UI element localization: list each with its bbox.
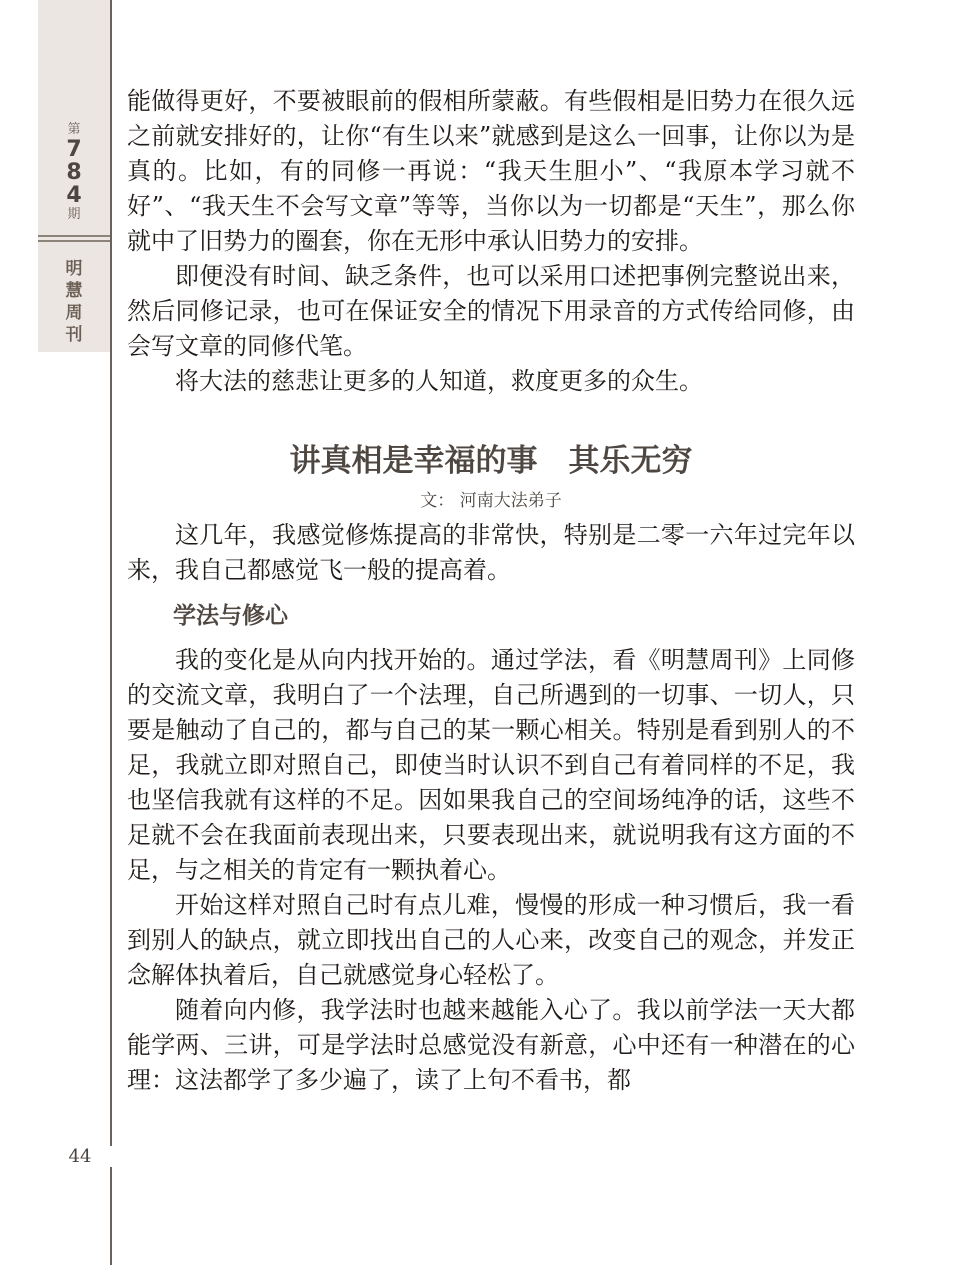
tab-divider: [38, 235, 110, 237]
intro-paragraph: 这几年，我感觉修炼提高的非常快，特别是二零一六年过完年以来，我自己都感觉飞一般的提高着。: [127, 521, 855, 584]
magazine-char: 明: [65, 259, 83, 279]
article-title: 讲真相是幸福的事 其乐无穷: [289, 443, 693, 479]
tab-divider: [38, 240, 110, 242]
issue-digit: 7: [66, 137, 82, 162]
margin-rule: [110, 0, 112, 1265]
page-number: 44: [40, 1146, 120, 1167]
magazine-char: 周: [65, 303, 83, 323]
section-heading: 学法与修心: [173, 603, 288, 629]
body-paragraph: 即便没有时间、缺乏条件，也可以采用口述把事例完整说出来，然后同修记录，也可在保证安全的情况下用录音的方式传给同修，由会写文章的同修代笔。: [127, 262, 855, 360]
issue-prefix: 第: [67, 122, 81, 137]
issue-suffix: 期: [67, 207, 81, 222]
text-column: [127, 84, 855, 1098]
body-paragraph: 开始这样对照自己时有点儿难，慢慢的形成一种习惯后，我一看到别人的缺点，就立即找出自己的人心来，改变自己的观念，并发正念解体执着后，自己就感觉身心轻松了。: [127, 891, 855, 989]
magazine-name: [38, 258, 110, 346]
magazine-char: 慧: [65, 281, 83, 301]
body-paragraph: 能做得更好，不要被眼前的假相所蒙蔽。有些假相是旧势力在很久远之前就安排好的，让你“有生以来”就感到是这么一回事，让你以为是真的。比如，有的同修一再说：“我天生胆小”、“我原本学习就不好”、“我天生不会写文章”等等，当你以为一切都是“天生”，那么你就中了旧势力的圈套，你在无形中承认旧势力的安排。: [127, 87, 855, 255]
issue-digit: 8: [66, 160, 82, 185]
issue-digit: 4: [66, 183, 82, 208]
magazine-char: 刊: [65, 325, 83, 345]
body-paragraph: 将大法的慈悲让更多的人知道，救度更多的众生。: [175, 367, 703, 395]
body-paragraph: 我的变化是从向内找开始的。通过学法，看《明慧周刊》上同修的交流文章，我明白了一个法理，自己所遇到的一切事、一切人，只要是触动了自己的，都与自己的某一颗心相关。特别是看到别人的不足，我就立即对照自己，即使当时认识不到自己有着同样的不足，我也坚信我就有这样的不足。因如果我自己的空间场纯净的话，这些不足就不会在我面前表现出来，只要表现出来，就说明我有这方面的不足，与之相关的肯定有一颗执着心。: [127, 646, 855, 884]
body-paragraph: 随着向内修，我学法时也越来越能入心了。我以前学法一天大都能学两、三讲，可是学法时总感觉没有新意，心中还有一种潜在的心理：这法都学了多少遍了，读了上句不看书，都: [127, 996, 855, 1094]
issue-number: [38, 122, 110, 223]
article-author: 文： 河南大法弟子: [420, 491, 562, 511]
